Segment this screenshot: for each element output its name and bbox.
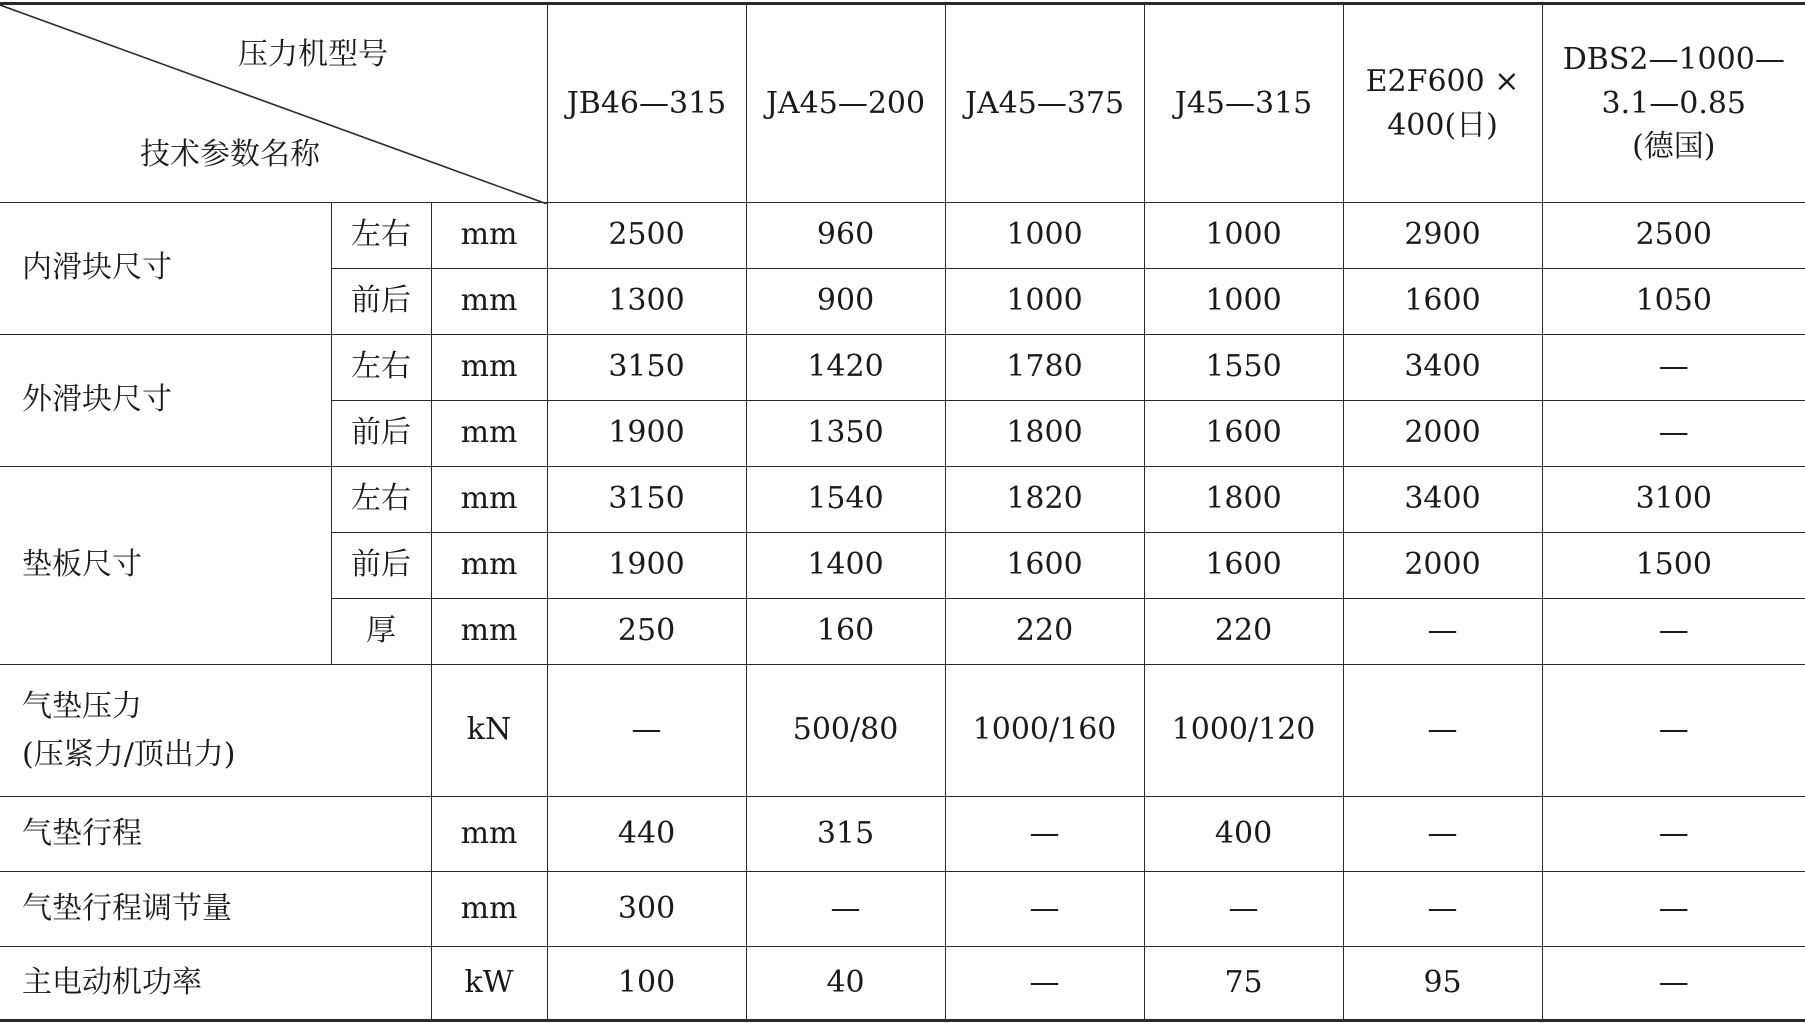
value-cell: — bbox=[1542, 335, 1805, 401]
value-cell: 1800 bbox=[1144, 467, 1343, 533]
value-cell: — bbox=[945, 872, 1144, 947]
value-cell: 75 bbox=[1144, 947, 1343, 1021]
value-cell: 1600 bbox=[1343, 269, 1542, 335]
value-cell: 2500 bbox=[547, 203, 746, 269]
value-cell: 3400 bbox=[1343, 467, 1542, 533]
row-label-cushion-stroke: 气垫行程 bbox=[0, 797, 431, 872]
value-cell: 95 bbox=[1343, 947, 1542, 1021]
table-row bbox=[0, 665, 1805, 797]
group-label-inner-slider: 内滑块尺寸 bbox=[0, 203, 331, 335]
value-cell: — bbox=[1542, 872, 1805, 947]
value-cell: 1000 bbox=[1144, 269, 1343, 335]
unit-cell: mm bbox=[431, 401, 547, 467]
value-cell: 1000 bbox=[945, 269, 1144, 335]
value-cell: — bbox=[945, 797, 1144, 872]
value-cell: 1000/120 bbox=[1144, 665, 1343, 797]
value-cell: — bbox=[1343, 665, 1542, 797]
unit-cell: mm bbox=[431, 599, 547, 665]
corner-header-cell bbox=[0, 4, 547, 203]
value-cell: 250 bbox=[547, 599, 746, 665]
value-cell: — bbox=[1542, 599, 1805, 665]
row-label-motor-power: 主电动机功率 bbox=[0, 947, 431, 1021]
value-cell: 40 bbox=[746, 947, 945, 1021]
value-cell: 1600 bbox=[945, 533, 1144, 599]
press-spec-table bbox=[0, 2, 1805, 1022]
value-cell: 1600 bbox=[1144, 401, 1343, 467]
param-axis-label: 技术参数名称 bbox=[140, 137, 320, 172]
value-cell: — bbox=[1542, 947, 1805, 1021]
value-cell: — bbox=[547, 665, 746, 797]
unit-cell: mm bbox=[431, 269, 547, 335]
sub-label: 前后 bbox=[331, 401, 431, 467]
value-cell: — bbox=[1542, 797, 1805, 872]
model-header: E2F600 × 400(日) bbox=[1343, 4, 1542, 203]
value-cell: 1550 bbox=[1144, 335, 1343, 401]
sub-label: 左右 bbox=[331, 203, 431, 269]
sub-label: 前后 bbox=[331, 533, 431, 599]
unit-cell: mm bbox=[431, 797, 547, 872]
value-cell: 2000 bbox=[1343, 401, 1542, 467]
value-cell: 1000/160 bbox=[945, 665, 1144, 797]
value-cell: 1420 bbox=[746, 335, 945, 401]
value-cell: — bbox=[746, 872, 945, 947]
value-cell: 900 bbox=[746, 269, 945, 335]
value-cell: 3100 bbox=[1542, 467, 1805, 533]
value-cell: 1000 bbox=[1144, 203, 1343, 269]
value-cell: 2000 bbox=[1343, 533, 1542, 599]
table-row bbox=[0, 335, 1805, 401]
model-header: J45—315 bbox=[1144, 4, 1343, 203]
value-cell: 1540 bbox=[746, 467, 945, 533]
value-cell: — bbox=[945, 947, 1144, 1021]
value-cell: 3400 bbox=[1343, 335, 1542, 401]
value-cell: 100 bbox=[547, 947, 746, 1021]
unit-cell: kN bbox=[431, 665, 547, 797]
value-cell: 220 bbox=[945, 599, 1144, 665]
unit-cell: mm bbox=[431, 467, 547, 533]
value-cell: 1900 bbox=[547, 401, 746, 467]
sub-label: 左右 bbox=[331, 335, 431, 401]
value-cell: 440 bbox=[547, 797, 746, 872]
value-cell: 315 bbox=[746, 797, 945, 872]
group-label-outer-slider: 外滑块尺寸 bbox=[0, 335, 331, 467]
value-cell: 2500 bbox=[1542, 203, 1805, 269]
model-header: JA45—200 bbox=[746, 4, 945, 203]
value-cell: 3150 bbox=[547, 467, 746, 533]
value-cell: 220 bbox=[1144, 599, 1343, 665]
value-cell: — bbox=[1343, 872, 1542, 947]
value-cell: 1500 bbox=[1542, 533, 1805, 599]
model-header: DBS2—1000— 3.1—0.85 (德国) bbox=[1542, 4, 1805, 203]
sub-label: 左右 bbox=[331, 467, 431, 533]
value-cell: — bbox=[1343, 797, 1542, 872]
unit-cell: mm bbox=[431, 203, 547, 269]
group-label-bolster: 垫板尺寸 bbox=[0, 467, 331, 665]
unit-cell: mm bbox=[431, 872, 547, 947]
value-cell: 1820 bbox=[945, 467, 1144, 533]
row-label-cushion-force: 气垫压力 (压紧力/顶出力) bbox=[0, 665, 431, 797]
table-row bbox=[0, 797, 1805, 872]
model-axis-label: 压力机型号 bbox=[238, 37, 388, 72]
value-cell: — bbox=[1144, 872, 1343, 947]
unit-cell: mm bbox=[431, 335, 547, 401]
value-cell: 400 bbox=[1144, 797, 1343, 872]
value-cell: 1350 bbox=[746, 401, 945, 467]
row-label-cushion-adjust: 气垫行程调节量 bbox=[0, 872, 431, 947]
value-cell: 1050 bbox=[1542, 269, 1805, 335]
value-cell: 3150 bbox=[547, 335, 746, 401]
value-cell: 2900 bbox=[1343, 203, 1542, 269]
value-cell: 1900 bbox=[547, 533, 746, 599]
header-row bbox=[0, 4, 1805, 203]
value-cell: — bbox=[1542, 665, 1805, 797]
sub-label: 前后 bbox=[331, 269, 431, 335]
value-cell: 1600 bbox=[1144, 533, 1343, 599]
value-cell: — bbox=[1343, 599, 1542, 665]
value-cell: 160 bbox=[746, 599, 945, 665]
model-header: JA45—375 bbox=[945, 4, 1144, 203]
unit-cell: kW bbox=[431, 947, 547, 1021]
value-cell: 1000 bbox=[945, 203, 1144, 269]
value-cell: 1780 bbox=[945, 335, 1144, 401]
table-row bbox=[0, 947, 1805, 1021]
value-cell: 960 bbox=[746, 203, 945, 269]
model-header: JB46—315 bbox=[547, 4, 746, 203]
table-row bbox=[0, 872, 1805, 947]
value-cell: 1400 bbox=[746, 533, 945, 599]
value-cell: 1800 bbox=[945, 401, 1144, 467]
value-cell: 500/80 bbox=[746, 665, 945, 797]
value-cell: 300 bbox=[547, 872, 746, 947]
unit-cell: mm bbox=[431, 533, 547, 599]
table-row bbox=[0, 203, 1805, 269]
table-row bbox=[0, 467, 1805, 533]
value-cell: 1300 bbox=[547, 269, 746, 335]
value-cell: — bbox=[1542, 401, 1805, 467]
sub-label: 厚 bbox=[331, 599, 431, 665]
